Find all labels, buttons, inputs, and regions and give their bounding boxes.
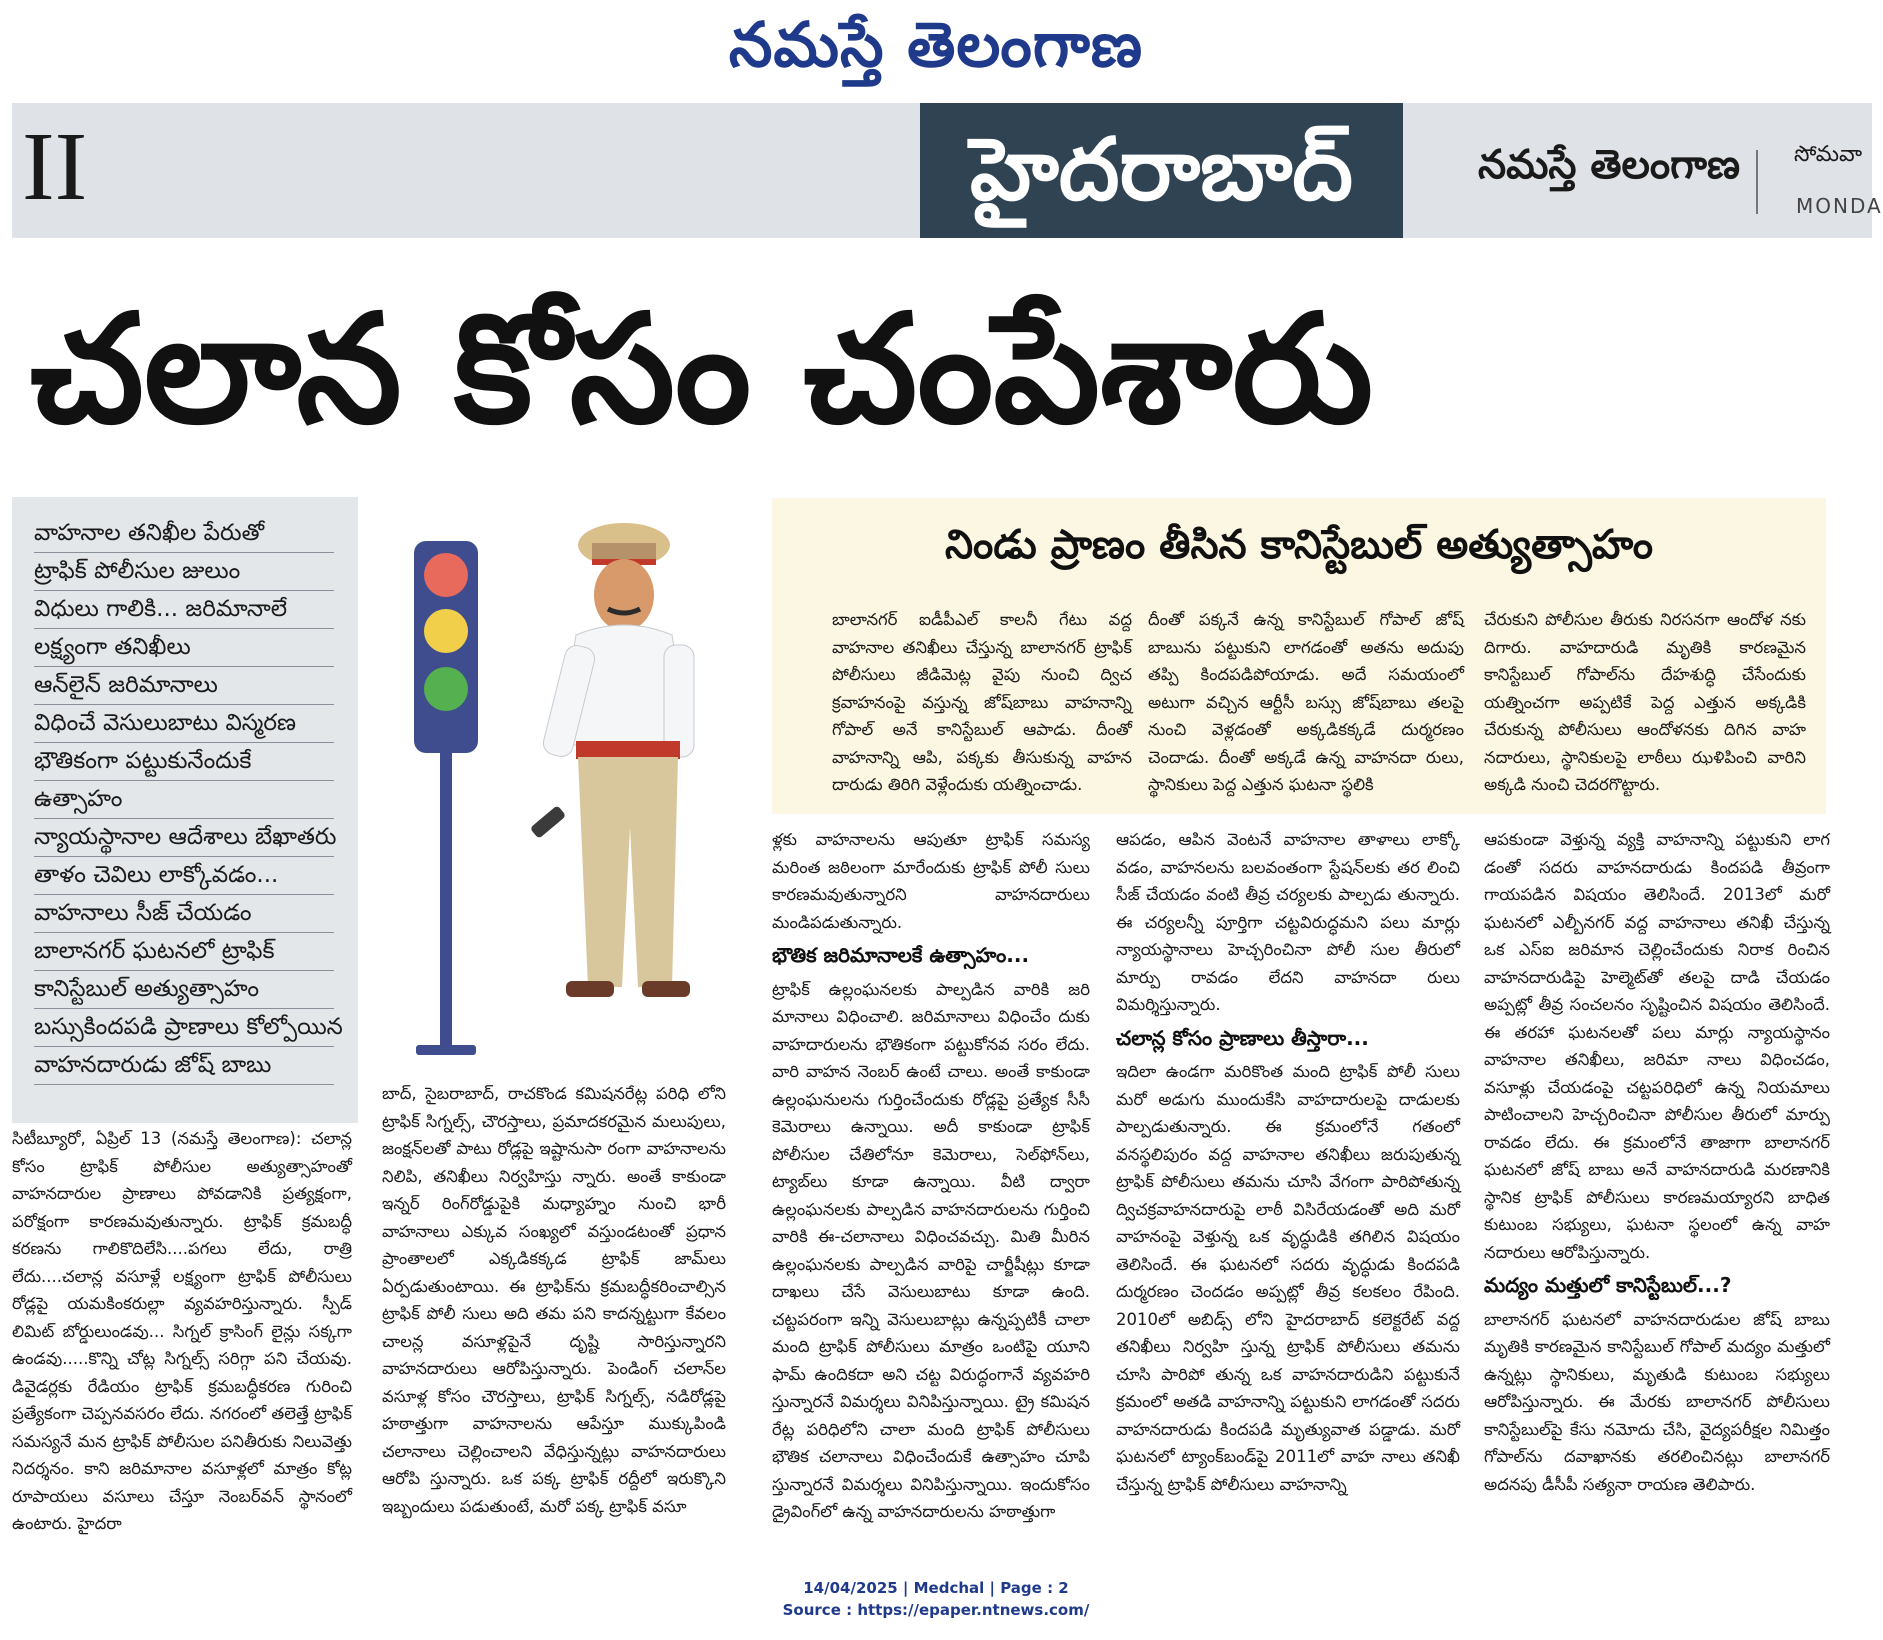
body-paragraph: ఆపడం, ఆపిన వెంటనే వాహనాల తాళాలు లాక్కో వడం, వాహనలను బలవంతంగా స్టేషన్‌లకు తర లించి సీజ్ చేయడం వంటి తీవ్ర చర్యలకు పాల్పడు తున్నారు. ఈ చర్యలన్నీ పూర్తిగా చట్టవిరుద్ధమని పలు మార్లు న్యాయస్థానాలు హెచ్చరించినా పోలీ సుల తీరులో మార్పు రావడం లేదని వాహనదా రులు విమర్శిస్తున్నారు. [1116,830,1460,1014]
body-paragraph: ఆపకుండా వెళ్తున్న వ్యక్తి వాహనాన్ని పట్టుకుని లాగ డంతో సదరు వాహనదారుడు కిందపడి తీవ్రంగా గాయపడిన విషయం తెలిసిందే. 2013లో మరో ఘటనలో ఎల్బీనగర్ వద్ద వాహనాలు తనిఖీ చేస్తున్న ఒక ఎస్ఐ జరిమాన చెల్లించేందుకు నిరాక రించిన వాహనదారుడిపై హెల్మెట్‌తో తలపై దాడి చేయడం అప్పట్లో తీవ్ర సంచలనం సృష్టించిన విషయం తెలిసిందే. ఈ తరహా ఘటనలతో పలు మార్లు న్యాయస్థానం వాహనాల తనిఖీలు, జరిమా నాలు విధించడం, వసూళ్లు చేయడంపై చట్టపరిధిలో ఉన్న నియమాలు పాటించాలని హెచ్చరించినా పోలీసుల తీరులో మార్పు రావడం లేదు. ఈ క్రమంలోనే తాజాగా బాలానగర్ ఘటనలో జోష్ బాబు అనే వాహనదారుడి మరణానికి స్థానిక ట్రాఫిక్ పోలీసులు కారణమయ్యారని బాధిత కుటుంబ సభ్యులు, ఘటనా స్థలంలో ఉన్న వాహ నదారులు ఆరోపిస్తున్నారు. [1484,830,1830,1262]
highlight-item: ఉత్సాహం [34,781,334,819]
sub-story-paragraph: చేరుకుని పోలీసుల తీరుకు నిరసనగా ఆందోళ నకు దిగారు. వాహదారుడి మృతికి కారణమైన కానిస్టేబుల్ గోపాల్‌ను దేహశుద్ధి చేసేందుకు యత్నించగా అప్పటికే పెద్ద ఎత్తున అక్కడికి చేరుకున్న పోలీసులు ఆందోళనకు దిగిన వాహ నదారులు, స్థానికులపై లాఠీలు ఝళిపించి వారిని అక్కడి నుంచి చెదరగొట్టారు. [1484,610,1806,794]
body-paragraph: ట్రాఫిక్ ఉల్లంఘనలకు పాల్పడిన వారికి జరి మానాలు విధించాలి. జరిమానాలు విధించేం దుకు వాహదారులను భౌతికంగా పట్టుకోనవ సరం లేదు. వారి వాహన నెంబర్ ఉంటే చాలు. అంతే కాకుండా ఉల్లంఘనులను గుర్తించేందుకు రోడ్లపై ప్రత్యేక సీసీ కెమెరాలు ఉన్నాయి. అదీ కాకుండా ట్రాఫిక్ పోలీసుల చేతిలోనూ కెమెరాలు, సెల్‌ఫోన్‌లు, ట్యాబ్‌లు కూడా ఉన్నాయి. వీటి ద్వారా ఉల్లంఘనలకు పాల్పడిన వాహనదారులను గుర్తించి వారికి ఈ-చలానాలు విధించవచ్చు. మితి మీరిన ఉల్లంఘనలకు పాల్పడిన వారిపై చార్జీషీట్లు కూడా దాఖలు చేసే వెసులుబాటు కూడా ఉంది. చట్టపరంగా ఇన్ని వెసులుబాట్లు ఉన్నప్పటికీ చాలా మంది ట్రాఫిక్ పోలీసులు మాత్రం ఒంటిపై యూని ఫామ్ ఉందికదా అని చట్ట విరుద్ధంగానే వ్యవహరి స్తున్నారనే విమర్శలు వినిపిస్తున్నాయి. ట్రై కమిషన రేట్ల పరిధిలోని చాలా మంది ట్రాఫిక్ పోలీసులు భౌతిక చలానాలు విధించేందుకే ఉత్సాహం చూపి స్తున్నారనే విమర్శలు వినిపిస్తున్నాయి. ఇందుకోసం డ్రైవింగ్‌లో ఉన్న వాహనదారులను హఠాత్తుగా [772,979,1090,1521]
sub-story-title: నిండు ప్రాణం తీసిన కానిస్టేబుల్ అత్యుత్సాహం [944,522,1654,568]
highlight-item: విధులు గాలికి... జరిమానాలే [34,591,334,629]
page-number-roman: II [22,113,88,221]
body-column-2 [382,1080,726,1561]
highlight-item: న్యాయస్థానాల ఆదేశాలు బేఖాతరు [34,819,334,857]
sub-story-box [772,498,1826,814]
section-title: హైదరాబాద్ [920,103,1403,238]
section-subheading: మద్యం మత్తులో కానిస్టేబుల్...? [1484,1273,1732,1297]
traffic-light-icon [414,541,478,1055]
highlight-item: భౌతికంగా పట్టుకునేందుకే [34,743,334,781]
highlight-item: తాళం చెవిలు లాక్కోవడం... [34,857,334,895]
highlight-item: లక్ష్యంగా తనిఖీలు [34,629,334,667]
sub-story-column-3 [1484,606,1806,806]
body-paragraph: సిటీబ్యూరో, ఏప్రిల్ 13 (నమస్తే తెలంగాణ): చలాన్ల కోసం ట్రాఫిక్ పోలీసుల అత్యుత్సాహంతో వాహనదారుల ప్రాణాలు పోవడానికి ప్రత్యక్షంగా, పరోక్షంగా కారణమవుతున్నారు. ట్రాఫిక్ క్రమబద్ధీ కరణను గాలికొదిలేసి....పగలు లేదు, రాత్రి లేదు....చలాన్ల వసూళ్లే లక్ష్యంగా ట్రాఫిక్ పోలీసులు రోడ్లపై యమకింకరుల్లా వ్యవహరిస్తున్నారు. స్పీడ్ లిమిట్ బోర్డులుండవు... సిగ్నల్ క్రాసింగ్ లైన్లు సక్కగా ఉండవు.....కొన్ని చోట్ల సిగ్నల్స్ సరిగ్గా పని చేయవు. డివైడర్లకు రేడియం ట్రాఫిక్ క్రమబద్ధీకరణ గురించి ప్రత్యేకంగా చెప్పనవసరం లేదు. నగరంలో తలెత్తే ట్రాఫిక్ సమస్యనే మన ట్రాఫిక్ పోలీసుల పనితీరుకు నిలువెత్తు నిదర్శనం. కాని జరిమానాల వసూళ్లలో మాత్రం కోట్ల రూపాయలు వసూలు చేస్తూ నెంబర్‌వన్ స్థానంలో ఉంటారు. హైదరా [12,1129,352,1533]
police-officer-icon [530,523,694,997]
body-column-5 [1484,826,1830,1561]
band-divider [1756,150,1758,214]
highlight-item: కానిస్టేబుల్ అత్యుత్సాహం [34,971,334,1009]
sub-story-column-2 [1148,606,1464,806]
sub-story-column-1 [832,606,1132,806]
highlight-item: వాహనాల తనిఖీల పేరుతో [34,515,334,553]
weekday-telugu: సోమవా [1794,142,1863,167]
highlight-item: వాహనదారుడు జోష్ బాబు [34,1047,334,1085]
edition-info: 14/04/2025 | Medchal | Page : 2 [803,1579,1069,1597]
body-paragraph: బాలానగర్ ఘటనలో వాహనదారుడుల జోష్ బాబు మృతికి కారణమైన కానిస్టేబుల్ గోపాల్ మద్యం మత్తులో ఉన్నట్లు స్థానికులు, మృతుడి కుటుంబ సభ్యులు ఆరోపిస్తున్నారు. ఈ మేరకు బాలానగర్ పోలీసులు కానిస్టేబుల్‌పై కేసు నమోదు చేసి, వైద్యపరీక్షల నిమిత్తం గోపాల్‌ను దవాఖానకు తరలించినట్లు బాలానగర్ అదనపు డీసీపీ సత్యనా రాయణ తెలిపారు. [1484,1309,1830,1494]
highlights-list [12,497,358,1085]
sub-story-paragraph: బాలానగర్ ఐడీపీఎల్ కాలనీ గేటు వద్ద వాహనాల తనిఖీలు చేస్తున్న బాలానగర్ ట్రాఫిక్ పోలీసులు జీడిమెట్ల వైపు నుంచి ద్విచ క్రవాహనంపై వస్తున్న జోష్‌బాబు వాహనాన్ని గోపాల్ అనే కానిస్టేబుల్ ఆపాడు. దీంతో వాహనాన్ని ఆపి, పక్కకు తీసుకున్న వాహన దారుడు తిరిగి వెళ్లేందుకు యత్నించాడు. [832,610,1132,794]
body-column-1 [12,1125,352,1561]
highlights-sidebar [12,497,358,1123]
body-column-3 [772,826,1090,1561]
body-paragraph: బాద్, సైబరాబాద్, రాచకొండ కమిషనరేట్ల పరిధి లోని ట్రాఫిక్ సిగ్నల్స్, చౌరస్తాలు, ప్రమాదకరమైన మలుపులు, జంక్షన్‌లతో పాటు రోడ్లపై ఇష్టానుసా రంగా వాహనాలను నిలిపి, తనిఖీలు నిర్వహిస్తు న్నారు. అంతే కాకుండా ఇన్నర్ రింగ్‌రోడ్డుపైకి మధ్యాహ్నం నుంచి భారీ వాహనాలు ఎక్కువ సంఖ్యలో వస్తుండటంతో ప్రధాన ప్రాంతాలలో ఎక్కడికక్కడ ట్రాఫిక్ జామ్‌లు ఏర్పడుతుంటాయి. ఈ ట్రాఫిక్‌ను క్రమబద్ధీకరించాల్సిన ట్రాఫిక్ పోలీ సులు అది తమ పని కాదన్నట్టుగా కేవలం చాలన్ల వసూళ్లపైనే దృష్టి సారిస్తున్నారని వాహనదారులు ఆరోపిస్తున్నారు. పెండింగ్ చలాన్‌ల వసూళ్ల కోసం చౌరస్తాలు, ట్రాఫిక్ సిగ్నల్స్, నడిరోడ్లపై హఠాత్తుగా వాహనాలను ఆపేస్తూ ముక్కుపిండి చలానాలు చెల్లించాలని వేధిస్తున్నట్లు వాహనదారులు ఆరోపి స్తున్నారు. ఒక పక్క ట్రాఫిక్ రద్దీలో ఇరుక్కొని ఇబ్బందులు పడుతుంటే, మరో పక్క ట్రాఫిక్ వసూ [382,1084,726,1516]
section-subheading: భౌతిక జరిమానాలకే ఉత్సాహం... [772,943,1030,967]
highlight-item: వాహనాలు సీజ్ చేయడం [34,895,334,933]
highlight-item: విధించే వెసులుబాటు విస్మరణ [34,705,334,743]
masthead-logo: నమస్తే తెలంగాణ [728,8,1144,81]
sub-story-paragraph: దీంతో పక్కనే ఉన్న కానిస్టేబుల్ గోపాల్ జోష్ బాబును పట్టుకుని లాగడంతో అతను అదుపు తప్పి కిందపడిపోయాడు. అదే సమయంలో అటుగా వచ్చిన ఆర్టీసీ బస్సు జోష్‌బాబు తలపై నుంచి వెళ్లడంతో అక్కడికక్కడే దుర్మరణం చెందాడు. దీంతో అక్కడే ఉన్న వాహనదా రులు, స్థానికులు పెద్ద ఎత్తున ఘటనా స్థలికి [1148,610,1464,794]
highlight-item: బస్సుకిందపడి ప్రాణాలు కోల్పోయిన [34,1009,334,1047]
highlight-item: ఆన్‌లైన్ జరిమానాలు [34,667,334,705]
source-link[interactable]: Source : https://epaper.ntnews.com/ [782,1601,1090,1619]
body-paragraph: ఇదిలా ఉండగా మరికొంత మంది ట్రాఫిక్ పోలీ సులు మరో అడుగు ముందుకేసి వాహదారులపై దాడులకు పాల్పడుతున్నారు. ఈ క్రమంలోనే గతంలో వనస్థలిపురం వద్ద వాహనాల తనిఖీలు జరుపుతున్న ట్రాఫిక్ పోలీసులు తమను చూసి వేగంగా పారిపోతున్న ద్విచక్రవాహనదారుపై లాఠీ విసిరేయడంతో అది మరో వాహనంపై వెళ్తున్న ఒక వృద్ధుడికి తగిలిన విషయం తెలిసిందే. ఈ ఘటనలో సదరు వృద్ధుడు కిందపడి దుర్మరణం చెందడం అప్పట్లో తీవ్ర కలకలం రేపింది. 2010లో అబిడ్స్ లోని హైదరాబాద్ కలెక్టరేట్ వద్ద తనిఖీలు నిర్వహి స్తున్న ట్రాఫిక్ పోలీసులు తమను చూసి పారిపో తున్న ఒక వాహనదారుడిని పట్టుకునే క్రమంలో అతడి వాహనాన్ని పట్టుకుని లాగడంతో సదరు వాహనదారుడు కిందపడి మృత్యువాత పడ్డాడు. మరో ఘటనలో ట్యాంక్‌బండ్‌పై 2011లో వాహ నాలు తనిఖీ చేస్తున్న ట్రాఫిక్ పోలీసులు వాహనాన్ని [1116,1062,1460,1494]
page-footer [0,1577,1872,1621]
body-paragraph: ళ్లకు వాహనాలను ఆపుతూ ట్రాఫిక్ సమస్య మరింత జఠిలంగా మారేందుకు ట్రాఫిక్ పోలీ సులు కారణమవుతున్నారని వాహనదారులు మండిపడుతున్నారు. [772,830,1090,932]
band-brand-logo: నమస్తే తెలంగాణ [1478,142,1741,188]
traffic-police-illustration [380,505,740,1065]
page-headline: చలాన కోసం చంపేశారు [30,283,1374,457]
section-subheading: చలాన్ల కోసం ప్రాణాలు తీస్తారా... [1116,1025,1369,1050]
highlight-item: ట్రాఫిక్ పోలీసుల జులుం [34,553,334,591]
body-column-4 [1116,826,1460,1561]
weekday-english: MONDA [1796,194,1883,218]
highlight-item: బాలానగర్ ఘటనలో ట్రాఫిక్ [34,933,334,971]
